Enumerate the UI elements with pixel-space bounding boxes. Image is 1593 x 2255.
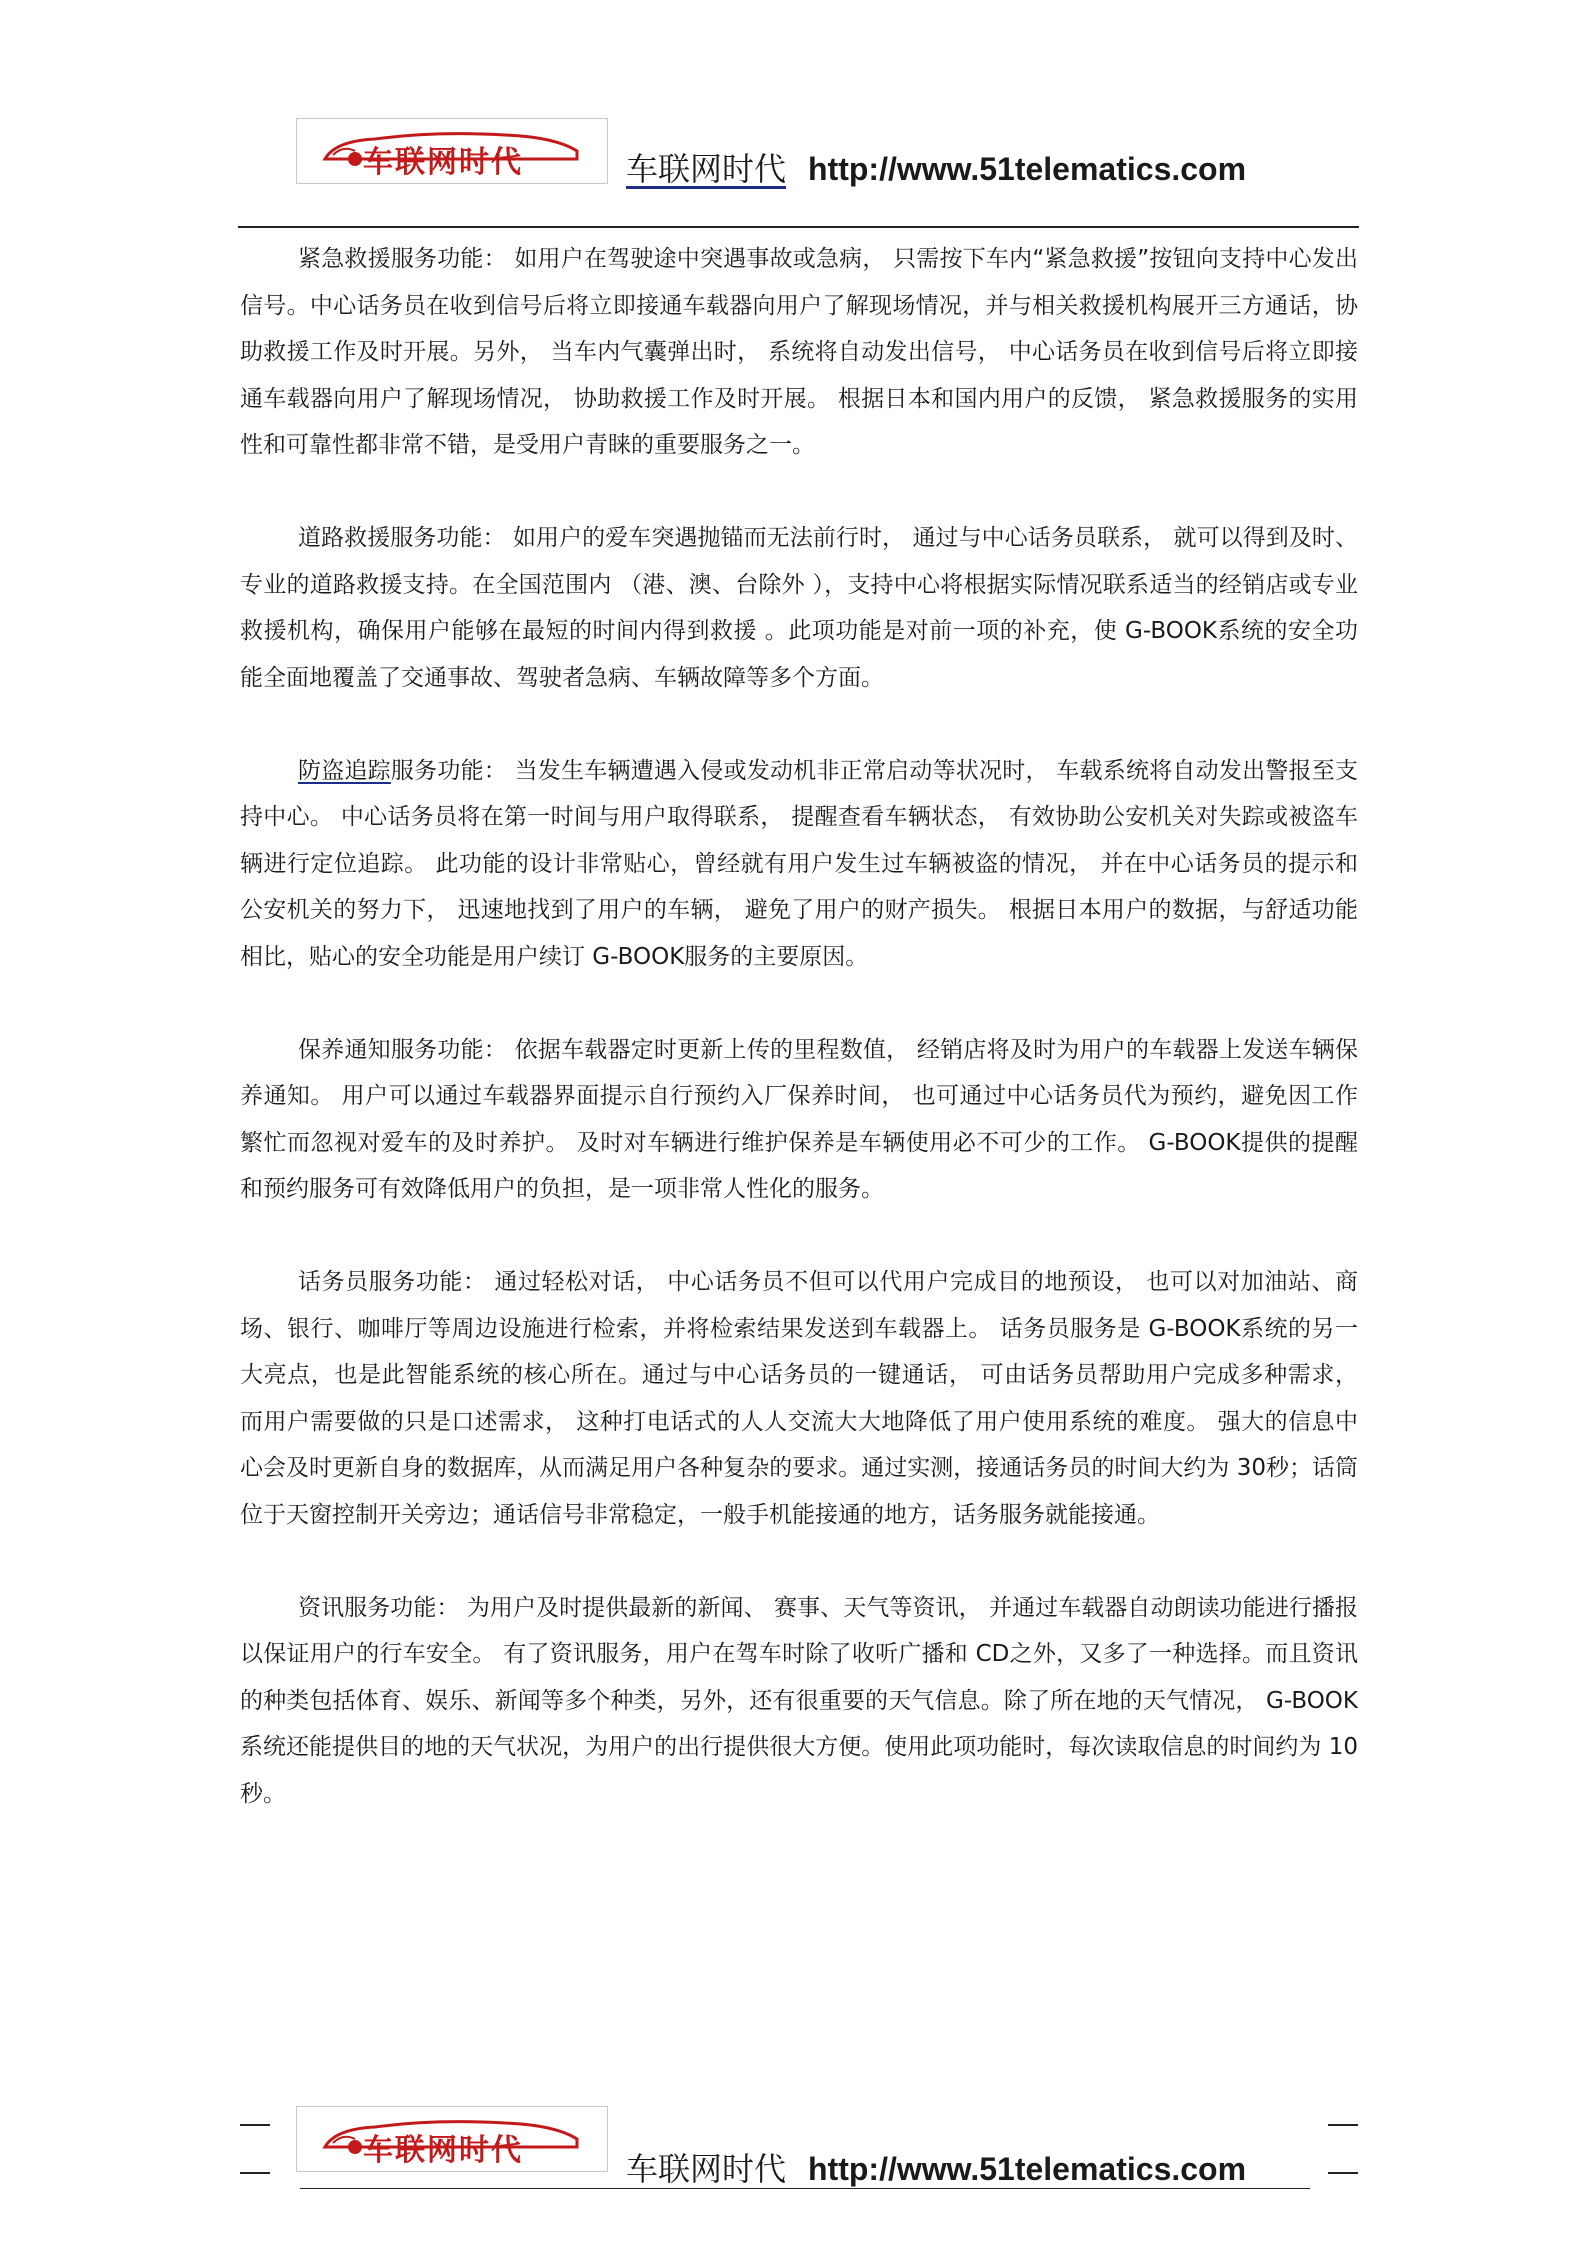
footer-site-name[interactable]: 车联网时代 xyxy=(626,2150,787,2188)
logo-text: 车联网时代 xyxy=(363,2133,523,2168)
footer-site-url[interactable]: http://www.51telematics.com xyxy=(808,2151,1247,2187)
footer-mark-left-bottom xyxy=(240,2172,270,2174)
header-rule xyxy=(238,226,1359,228)
document-body xyxy=(240,236,1358,1864)
header-logo xyxy=(296,118,608,184)
header-site-name[interactable]: 车联网时代 xyxy=(626,150,787,188)
logo-text: 车联网时代 xyxy=(363,145,523,180)
footer-site-line xyxy=(626,2144,1246,2190)
anti-theft-text: 服务功能： 当发生车辆遭遇入侵或发动机非正常启动等状况时， 车载系统将自动发出警报至支持中心。 中心话务员将在第一时间与用户取得联系， 提醒查看车辆状态， 有效协助公安机关对失踪或被盗车辆进行定位追踪。 此功能的设计非常贴心，曾经就有用户发生过车辆被盗的情况， 并在中心话务员的提示和公安机关的努力下， 迅速地找到了用户的车辆， 避免了用户的财产损失。 根据日本用户的数据，与舒适功能相比，贴心的安全功能是用户续订 G-BOOK服务的主要原因。 xyxy=(240,757,1359,970)
paragraph-maintenance: 保养通知服务功能： 依据车载器定时更新上传的里程数值， 经销店将及时为用户的车载器上发送车辆保养通知。 用户可以通过车载器界面提示自行预约入厂保养时间， 也可通过中心话务员代为预约，避免因工作繁忙而忽视对爱车的及时养护。 及时对车辆进行维护保养是车辆使用必不可少的工作。 G-BOOK提供的提醒和预约服务可有效降低用户的负担，是一项非常人性化的服务。 xyxy=(240,1036,1358,1202)
header-site-url[interactable]: http://www.51telematics.com xyxy=(808,151,1247,187)
paragraph-news: 资讯服务功能： 为用户及时提供最新的新闻、 赛事、天气等资讯， 并通过车载器自动朗读功能进行播报以保证用户的行车安全。 有了资讯服务，用户在驾车时除了收听广播和 CD之外，又多了一种选择。而且资讯的种类包括体育、娱乐、新闻等多个种类，另外，还有很重要的天气信息。除了所在地的天气情况， G-BOOK系统还能提供目的地的天气状况，为用户的出行提供很大方便。使用此项功能时，每次读取信息的时间约为 10秒。 xyxy=(240,1594,1358,1807)
footer-logo xyxy=(296,2106,608,2172)
footer-mark-right-top xyxy=(1328,2124,1358,2126)
paragraph-road-rescue: 道路救援服务功能： 如用户的爱车突遇抛锚而无法前行时， 通过与中心话务员联系， 就可以得到及时、专业的道路救援支持。在全国范围内 （港、澳、台除外 ），支持中心将根据实际情况联系适当的经销店或专业救援机构，确保用户能够在最短的时间内得到救援 。此项功能是对前一项的补充，使 G-BOOK系统的安全功能全面地覆盖了交通事故、驾驶者急病、车辆故障等多个方面。 xyxy=(240,525,1358,691)
paragraph-emergency-rescue: 紧急救援服务功能： 如用户在驾驶途中突遇事故或急病， 只需按下车内“紧急救援”按钮向支持中心发出信号。中心话务员在收到信号后将立即接通车载器向用户了解现场情况，并与相关救援机构展开三方通话，协助救援工作及时开展。另外， 当车内气囊弹出时， 系统将自动发出信号， 中心话务员在收到信号后将立即接通车载器向用户了解现场情况， 协助救援工作及时开展。 根据日本和国内用户的反馈， 紧急救援服务的实用性和可靠性都非常不错，是受用户青睐的重要服务之一。 xyxy=(240,246,1358,458)
footer-mark-right-bottom xyxy=(1328,2172,1358,2174)
header-site-line xyxy=(626,144,1246,190)
paragraph-anti-theft xyxy=(240,748,1358,981)
footer-mark-left-top xyxy=(240,2124,270,2126)
footer-rule xyxy=(300,2188,1310,2189)
anti-theft-link[interactable]: 防盗追踪 xyxy=(298,757,391,784)
paragraph-operator: 话务员服务功能： 通过轻松对话， 中心话务员不但可以代用户完成目的地预设， 也可以对加油站、商场、银行、咖啡厅等周边设施进行检索，并将检索结果发送到车载器上。 话务员服务是 G-BOOK系统的另一大亮点，也是此智能系统的核心所在。通过与中心话务员的一键通话， 可由话务员帮助用户完成多种需求， 而用户需要做的只是口述需求， 这种打电话式的人人交流大大地降低了用户使用系统的难度。 强大的信息中心会及时更新自身的数据库，从而满足用户各种复杂的要求。通过实测，接通话务员的时间大约为 30秒；话筒位于天窗控制开关旁边；通话信号非常稳定，一般手机能接通的地方，话务服务就能接通。 xyxy=(240,1269,1358,1528)
